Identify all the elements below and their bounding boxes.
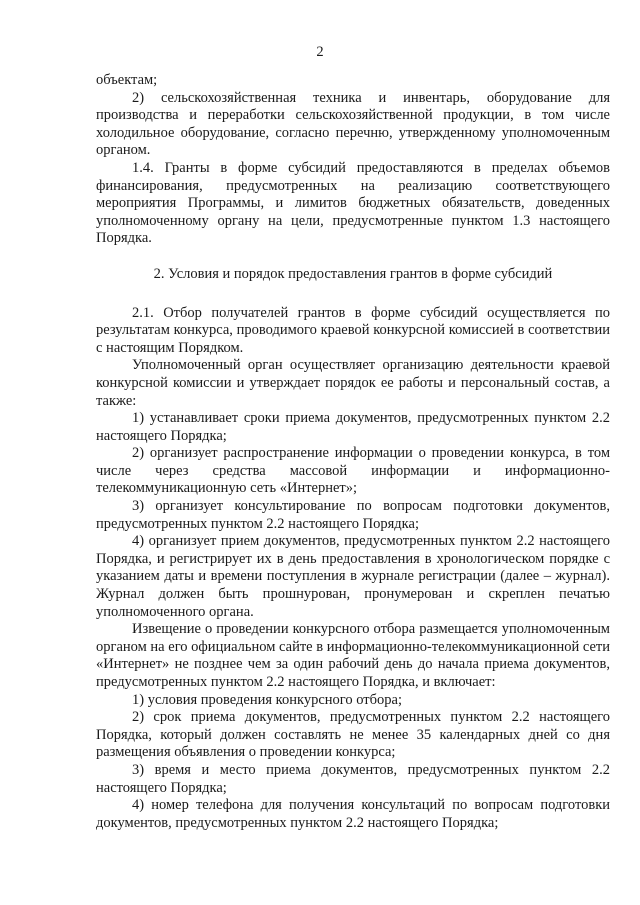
list-item: 4) номер телефона для получения консультаций по вопросам подготовки документов, предусмотренных пунктом 2.2 настоящего Порядка;	[96, 797, 610, 831]
list-item: 1) условия проведения конкурсного отбора;	[132, 691, 402, 708]
section-heading: 2. Условия и порядок предоставления грантов в форме субсидий	[153, 265, 553, 282]
paragraph: объектам;	[96, 72, 158, 88]
list-item: 2) организует распространение информации о проведении конкурса, в том числе через средства массовой информации и информационно-телекоммуникационную сеть «Интернет»;	[96, 445, 610, 497]
paragraph: Уполномоченный орган осуществляет организацию деятельности краевой конкурсной комиссии и утверждает порядок ее работы и персональный состав, а также:	[96, 357, 610, 409]
list-item: 3) организует консультирование по вопросам подготовки документов, предусмотренных пунктом 2.2 настоящего Порядка;	[96, 498, 610, 532]
document-body	[96, 72, 610, 832]
paragraph: 2.1. Отбор получателей грантов в форме субсидий осуществляется по результатам конкурса, проводимого краевой конкурсной комиссией в соответствии с настоящим Порядком.	[96, 304, 610, 356]
list-item: 4) организует прием документов, предусмотренных пунктом 2.2 настоящего Порядка, и регистрирует их в день предоставления в хронологическом порядке с указанием даты и времени поступления в журнале регистрации (далее – журнал). Журнал должен быть прошнурован, пронумерован и скреплен печатью уполномоченного органа.	[96, 533, 610, 620]
list-item: 3) время и место приема документов, предусмотренных пунктом 2.2 настоящего Порядка;	[96, 761, 610, 796]
list-item: 1) устанавливает сроки приема документов, предусмотренных пунктом 2.2 настоящего Порядка;	[96, 410, 610, 444]
paragraph: Извещение о проведении конкурсного отбора размещается уполномоченным органом на его официальном сайте в информационно-телекоммуникационной сети «Интернет» не позднее чем за один рабочий день до начала приема документов, предусмотренных пунктом 2.2 настоящего Порядка, и включает:	[96, 621, 610, 690]
page-number: 2	[316, 44, 324, 60]
paragraph: 2) сельскохозяйственная техника и инвентарь, оборудование для производства и переработки сельскохозяйственной продукции, в том числе холодильное оборудование, согласно перечню, утвержденному уполномоченным органом.	[96, 89, 610, 159]
paragraph: 1.4. Гранты в форме субсидий предоставляются в пределах объемов финансирования, предусмотренных на реализацию соответствующего мероприятия Программы, и лимитов бюджетных обязательств, доведенных уполномоченному органу на цели, предусмотренные пунктом 1.3 настоящего Порядка.	[96, 159, 610, 247]
list-item: 2) срок приема документов, предусмотренных пунктом 2.2 настоящего Порядка, который должен составлять не менее 35 календарных дней со дня размещения объявления о проведении конкурса;	[96, 709, 610, 761]
